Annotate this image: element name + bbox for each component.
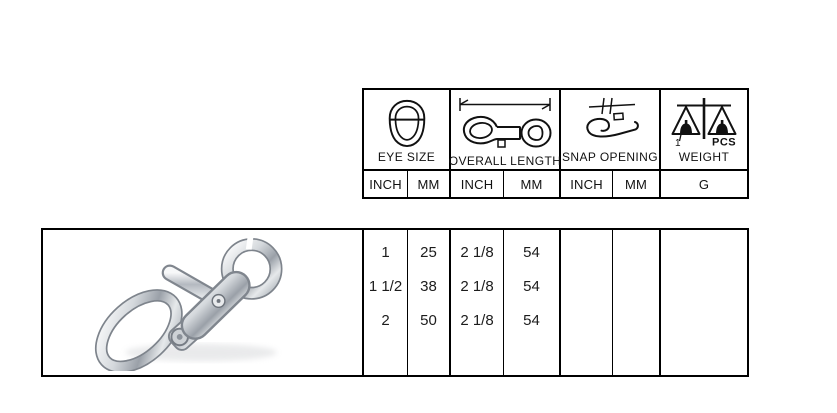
- column-eye-inch: [364, 230, 408, 375]
- column-snap-mm: [613, 230, 661, 375]
- spec-body-table: [41, 228, 749, 377]
- icon-header-row: [364, 90, 747, 169]
- value-cell: 2: [381, 312, 390, 329]
- column-group-snap-opening: [561, 90, 661, 169]
- value-cell: 2 1/8: [460, 278, 494, 295]
- unit-header-weight-g: G: [698, 176, 710, 192]
- value-cell: 2 1/8: [460, 312, 494, 329]
- unit-header-eye-inch: INCH: [364, 171, 408, 197]
- product-photo-cell: [43, 230, 364, 375]
- weight-icon-unit-count: 1: [675, 138, 681, 149]
- unit-header-row: [364, 169, 747, 197]
- weight-icon-pcs-label: PCS: [712, 136, 737, 149]
- value-cell: 2 1/8: [460, 244, 494, 261]
- column-length-mm: [504, 230, 561, 375]
- value-cell: 54: [523, 278, 540, 295]
- column-group-overall-length: [448, 90, 562, 169]
- value-cell: 38: [420, 278, 437, 295]
- unit-header-length-inch: INCH: [451, 171, 504, 197]
- unit-header-eye-mm: MM: [408, 171, 451, 197]
- unit-header-snap-mm: MM: [613, 171, 661, 197]
- column-weight-g: [661, 230, 747, 375]
- snap-opening-icon: [579, 96, 641, 150]
- value-cell: 54: [523, 312, 540, 329]
- unit-header-snap-inch: INCH: [561, 171, 613, 197]
- column-label: SNAP OPENING: [562, 150, 658, 164]
- column-group-weight: [661, 90, 747, 169]
- column-label: WEIGHT: [678, 150, 730, 164]
- snap-hook-product-image: [43, 230, 364, 371]
- value-cell: 1: [381, 244, 390, 261]
- column-group-eye-size: [364, 90, 451, 169]
- value-cell: 50: [420, 312, 437, 329]
- overall-length-icon: [457, 96, 553, 154]
- column-label: OVERALL LENGTH: [448, 154, 562, 168]
- eye-size-icon: [384, 96, 430, 150]
- unit-header-length-mm: MM: [504, 171, 561, 197]
- value-cell: 1 1/2: [368, 278, 403, 295]
- column-length-inch: [451, 230, 504, 375]
- value-cell: 25: [420, 244, 437, 261]
- column-label: EYE SIZE: [377, 150, 436, 164]
- weight-scale-icon: [668, 96, 740, 150]
- column-eye-mm: [408, 230, 451, 375]
- value-cell: 54: [523, 244, 540, 261]
- column-snap-inch: [561, 230, 613, 375]
- spec-header-table: [362, 88, 749, 199]
